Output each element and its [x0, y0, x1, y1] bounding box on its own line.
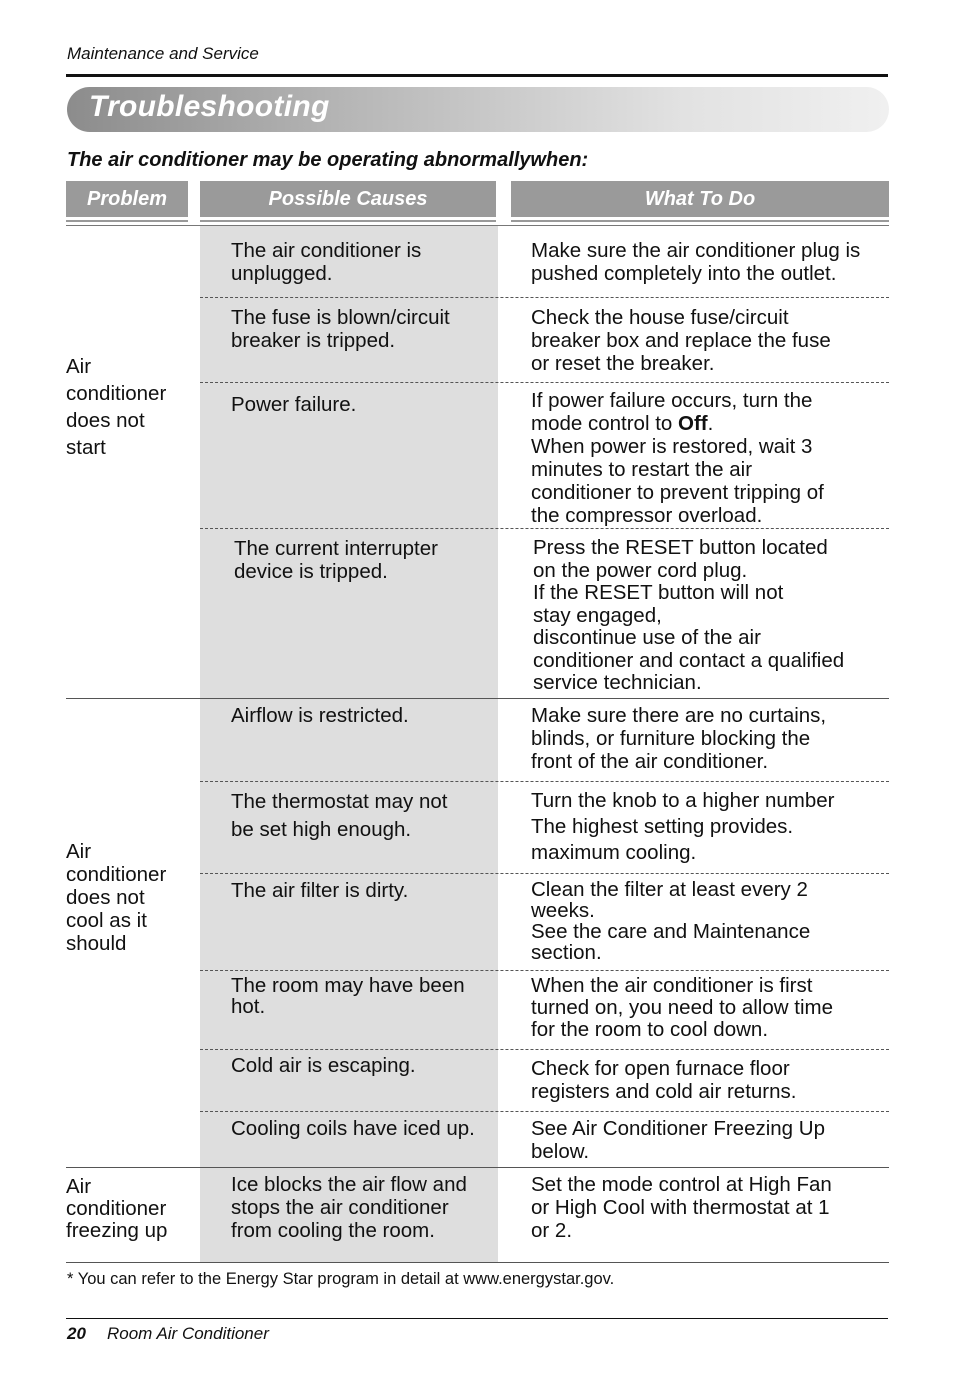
- cause-cell: The room may have been hot.: [231, 974, 465, 1018]
- table-subheading: The air conditioner may be operating abnormallywhen:: [67, 149, 589, 171]
- todo-cell: [531, 389, 887, 527]
- header-underline: [511, 220, 889, 222]
- header-underline: [66, 220, 188, 222]
- todo-cell: When the air conditioner is first turned on, you need to allow time for the room to cool down.: [531, 974, 833, 1041]
- cause-cell: Airflow is restricted.: [231, 704, 409, 727]
- cause-cell: The air filter is dirty.: [231, 879, 409, 902]
- row-divider: [200, 873, 889, 874]
- row-divider: [200, 382, 889, 383]
- todo-cell: See Air Conditioner Freezing Up below.: [531, 1117, 825, 1163]
- row-divider: [200, 528, 889, 529]
- row-divider: [200, 781, 889, 782]
- cause-cell: Ice blocks the air flow and stops the air conditioner from cooling the room.: [231, 1173, 467, 1242]
- problem-cell: Air conditioner does not start: [66, 355, 167, 459]
- section-label: Maintenance and Service: [67, 44, 259, 63]
- todo-cell: Press the RESET button located on the power cord plug. If the RESET button will not stay engaged, discontinue use of the air conditioner and contact a qualified service technician.: [533, 536, 845, 694]
- cause-cell: The air conditioner is unplugged.: [231, 239, 422, 285]
- todo-cell: Check the house fuse/circuit breaker box and replace the fuse or reset the breaker.: [531, 306, 831, 375]
- cause-cell: The thermostat may not be set high enough.: [231, 790, 448, 841]
- cause-cell: Cold air is escaping.: [231, 1054, 416, 1077]
- column-header-causes: Possible Causes: [200, 181, 496, 217]
- page-number: 20: [67, 1324, 86, 1343]
- book-title: Room Air Conditioner: [107, 1324, 269, 1343]
- row-divider: [200, 297, 889, 298]
- group-divider: [66, 1167, 889, 1168]
- group-divider: [66, 698, 889, 699]
- table-bottom-rule: [66, 1262, 889, 1263]
- todo-cell: Turn the knob to a higher number The highest setting provides. maximum cooling.: [531, 789, 835, 864]
- cause-cell: Cooling coils have iced up.: [231, 1117, 475, 1140]
- column-header-problem: Problem: [66, 181, 188, 217]
- cause-cell: Power failure.: [231, 393, 357, 416]
- todo-cell: Clean the filter at least every 2 weeks. See the care and Maintenance section.: [531, 878, 811, 964]
- cause-cell: The fuse is blown/circuit breaker is tripped.: [231, 306, 450, 352]
- problem-cell: Air conditioner freezing up: [66, 1175, 168, 1242]
- page-title: Troubleshooting: [89, 90, 330, 123]
- footnote: * You can refer to the Energy Star program in detail at www.energystar.gov.: [67, 1270, 615, 1288]
- todo-cell: Make sure the air conditioner plug is pushed completely into the outlet.: [531, 239, 861, 285]
- todo-cell: Set the mode control at High Fan or High Cool with thermostat at 1 or 2.: [531, 1173, 832, 1242]
- row-divider: [200, 1049, 889, 1050]
- row-divider: [200, 970, 889, 971]
- column-header-todo: What To Do: [511, 181, 889, 217]
- problem-cell: Air conditioner does not cool as it should: [66, 840, 167, 955]
- todo-cell: Check for open furnace floor registers and cold air returns.: [531, 1057, 797, 1103]
- todo-cell: Make sure there are no curtains, blinds, or furniture blocking the front of the air conditioner.: [531, 704, 827, 773]
- footer-rule: [66, 1318, 888, 1319]
- cause-cell: The current interrupter device is tripped.: [234, 537, 438, 583]
- todo-text: . When power is restored, wait 3 minutes to restart the air conditioner to prevent tripping of the compressor overload.: [531, 412, 824, 527]
- header-underline: [200, 220, 496, 222]
- header-rule: [66, 74, 888, 77]
- todo-text: If power failure occurs, turn the mode control to: [531, 389, 813, 435]
- todo-bold-text: Off: [678, 412, 708, 435]
- row-divider: [200, 1111, 889, 1112]
